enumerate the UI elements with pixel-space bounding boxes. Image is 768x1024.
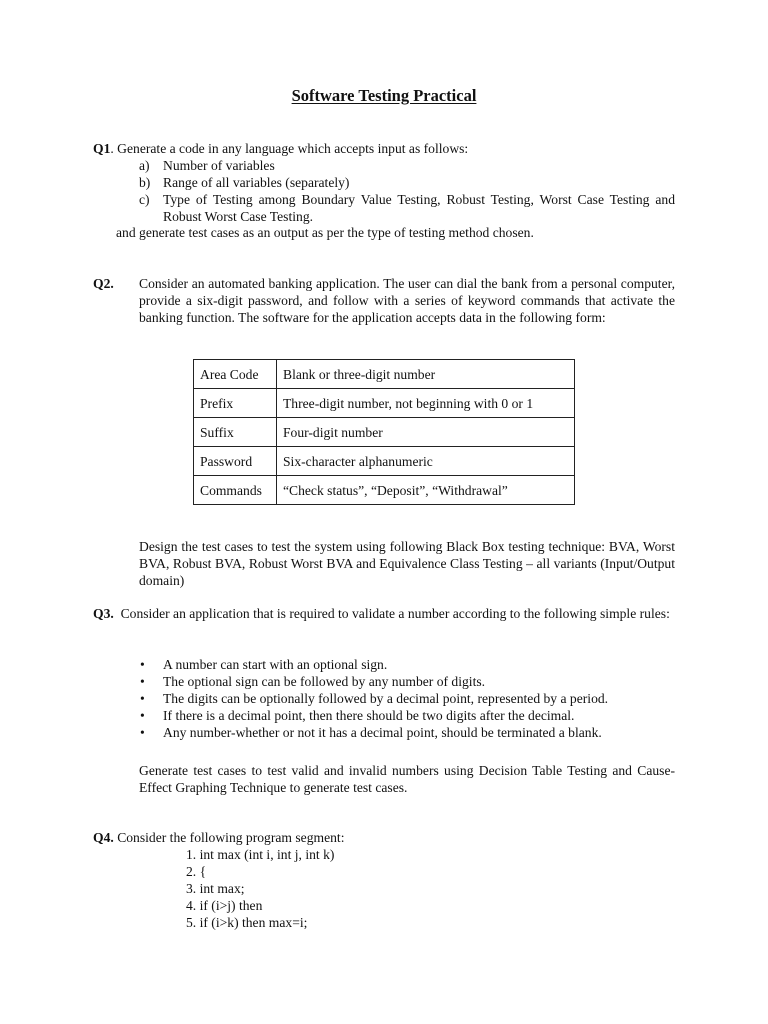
table-cell-desc: Six-character alphanumeric (277, 447, 575, 476)
q1-item-marker: b) (139, 175, 151, 190)
table-row (194, 360, 575, 389)
q1-item-text: Number of variables (163, 158, 275, 173)
rule-text: If there is a decimal point, then there should be two digits after the decimal. (163, 708, 575, 723)
q1-item-marker: a) (139, 158, 150, 173)
q1-item-text: Type of Testing among Boundary Value Testing, Robust Testing, Worst Case Testing and Robust Worst Case Testing. (163, 192, 675, 224)
q2-label: Q2. (93, 276, 114, 291)
q2-text: Consider an automated banking application. The user can dial the bank from a personal computer, provide a six-digit password, and follow with a series of keyword commands that activate the banking function. The software for the application accepts data in the following form: (139, 276, 675, 325)
bullet-icon: • (140, 674, 145, 689)
q4-question (93, 829, 344, 846)
code-line: 1. int max (int i, int j, int k) (186, 847, 335, 862)
q3-question (93, 605, 675, 622)
q3-instructions: Generate test cases to test valid and invalid numbers using Decision Table Testing and Cause-Effect Graphing Technique to generate test cases. (139, 763, 675, 795)
q1-list-item (139, 174, 675, 191)
q4-label: Q4. (93, 830, 114, 845)
q1-item-marker: c) (139, 192, 150, 207)
q1-item-text: Range of all variables (separately) (163, 175, 350, 190)
list-item (139, 690, 679, 707)
q1-intro-text: . Generate a code in any language which accepts input as follows: (110, 141, 469, 156)
table-cell-desc: Blank or three-digit number (277, 360, 575, 389)
table-cell-field: Area Code (194, 360, 277, 389)
rule-text: The optional sign can be followed by any number of digits. (163, 674, 486, 689)
code-line: 2. { (186, 864, 207, 879)
list-item (139, 673, 679, 690)
table-cell-desc: “Check status”, “Deposit”, “Withdrawal” (277, 476, 575, 505)
q3-text: Consider an application that is required to validate a number according to the following simple rules: (120, 606, 670, 621)
q3-label: Q3. (93, 606, 114, 621)
table-cell-field: Commands (194, 476, 277, 505)
q1-list-item (139, 191, 675, 225)
table-row (194, 476, 575, 505)
rule-text: Any number-whether or not it has a decimal point, should be terminated a blank. (163, 725, 602, 740)
list-item (139, 656, 679, 673)
bullet-icon: • (140, 691, 145, 706)
bullet-icon: • (140, 657, 145, 672)
q4-code-block (186, 846, 334, 931)
code-line: 5. if (i>k) then max=i; (186, 915, 308, 930)
bullet-icon: • (140, 725, 145, 740)
q1-intro (93, 140, 693, 157)
q1-list-item (139, 157, 675, 174)
code-line: 4. if (i>j) then (186, 898, 263, 913)
rule-text: The digits can be optionally followed by a decimal point, represented by a period. (163, 691, 609, 706)
code-line: 3. int max; (186, 881, 245, 896)
table-row (194, 447, 575, 476)
rule-text: A number can start with an optional sign. (163, 657, 388, 672)
q3-rules-list (139, 656, 679, 741)
table-cell-desc: Three-digit number, not beginning with 0 or 1 (277, 389, 575, 418)
table-cell-field: Prefix (194, 389, 277, 418)
table-row (194, 418, 575, 447)
list-item (139, 707, 679, 724)
list-item (139, 724, 679, 741)
q1-outro: and generate test cases as an output as per the type of testing method chosen. (116, 225, 534, 240)
input-format-table (193, 359, 575, 505)
page-title: Software Testing Practical (291, 86, 477, 105)
q4-text: Consider the following program segment: (117, 830, 345, 845)
table-cell-field: Password (194, 447, 277, 476)
q2-instructions: Design the test cases to test the system using following Black Box testing technique: BVA, Worst BVA, Robust BVA, Robust Worst BVA and Equivalence Class Testing – all variants (Input/Output domain) (139, 539, 675, 588)
table-cell-field: Suffix (194, 418, 277, 447)
table-row (194, 389, 575, 418)
q1-label: Q1 (93, 141, 111, 156)
table-cell-desc: Four-digit number (277, 418, 575, 447)
bullet-icon: • (140, 708, 145, 723)
q1-list (139, 157, 675, 225)
